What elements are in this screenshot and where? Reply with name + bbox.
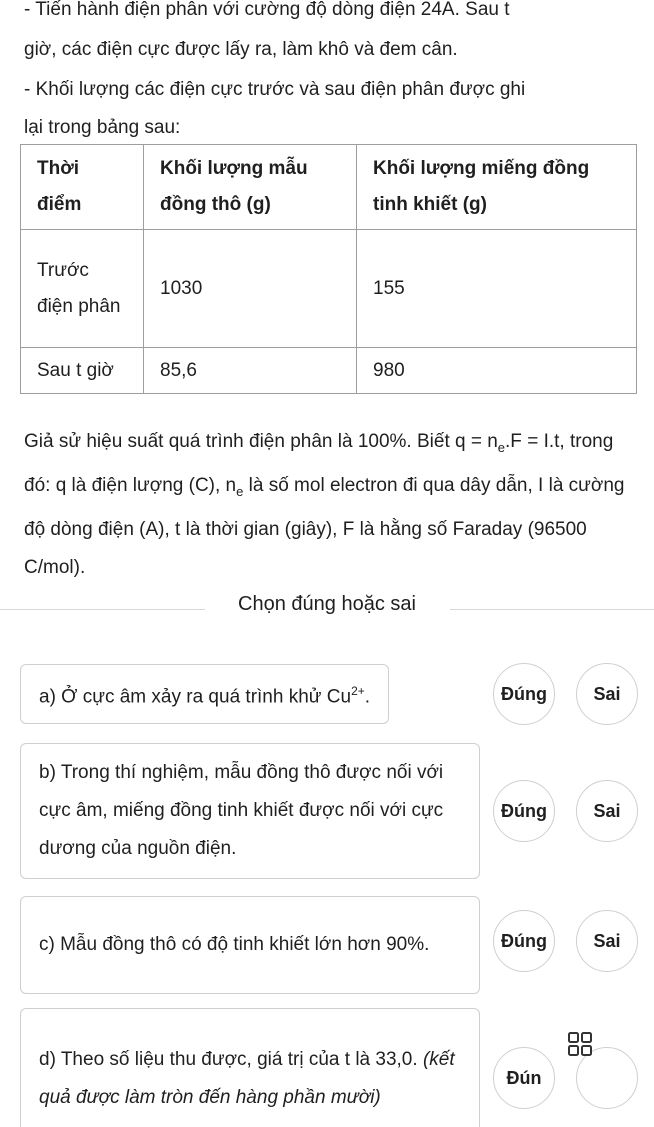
true-button-b[interactable]: Đúng: [493, 780, 555, 842]
statement-card-d: [20, 1008, 480, 1127]
table-cell: 155: [357, 230, 637, 348]
column-header: Thời điểm: [21, 145, 144, 230]
table-cell: Trước điện phân: [21, 230, 144, 348]
statement-card-b: [20, 743, 480, 879]
table-cell: 85,6: [144, 348, 357, 394]
superscript: 2+: [351, 683, 365, 698]
table-cell: Sau t giờ: [21, 348, 144, 394]
statement-text: [39, 672, 370, 716]
column-header: Khối lượng miếng đồng tinh khiết (g): [357, 145, 637, 230]
subscript: e: [236, 483, 244, 499]
statement-text: c) Mẫu đồng thô có độ tinh khiết lớn hơn 90%.: [39, 934, 430, 955]
intro-line: - Khối lượng các điện cực trước và sau điện phân được ghi: [24, 79, 526, 100]
true-button-a[interactable]: Đúng: [493, 663, 555, 725]
statement-note: (kết quả được làm tròn đến hàng phần mười): [39, 1048, 455, 1108]
assumption-part: là số mol electron đi qua dây dẫn, I là cường độ dòng điện (A), t là thời gian (giây), F là hằng số Faraday (96500 C/mol).: [24, 474, 625, 578]
statement-text: [39, 1041, 461, 1117]
statement-text: b) Trong thí nghiệm, mẫu đồng thô được nối với cực âm, miếng đồng tinh khiết được nối với cực dương của nguồn điện.: [39, 762, 444, 859]
intro-line: lại trong bảng sau:: [24, 117, 181, 138]
intro-line: giờ, các điện cực được lấy ra, làm khô và đem cân.: [24, 39, 458, 60]
divider-right: [450, 609, 654, 610]
assumption-part: .F = I.t, trong đó: q là điện lượng (C), n: [24, 431, 614, 496]
subscript: e: [497, 439, 506, 455]
intro-line: - Tiến hành điện phân với cường độ dòng điện 24A. Sau t: [24, 0, 510, 20]
statement-text-part: d) Theo số liệu thu được, giá trị của t là 33,0.: [39, 1048, 423, 1070]
false-button-a[interactable]: Sai: [576, 663, 638, 725]
mass-table: [20, 144, 637, 394]
table-cell: 980: [357, 348, 637, 394]
assumption-text: [24, 423, 636, 587]
statement-text-part: a) Ở cực âm xảy ra quá trình khử Cu: [39, 686, 352, 708]
statement-card-c: [20, 896, 480, 994]
table-header-row: [21, 145, 637, 230]
statement-text-part: .: [364, 686, 371, 708]
false-button-c[interactable]: Sai: [576, 910, 638, 972]
table-row: [21, 230, 637, 348]
table-row: [21, 348, 637, 394]
column-header: Khối lượng mẫu đồng thô (g): [144, 145, 357, 230]
false-button-b[interactable]: Sai: [576, 780, 638, 842]
grid-menu-icon[interactable]: [567, 1031, 593, 1057]
true-button-c[interactable]: Đúng: [493, 910, 555, 972]
true-button-d[interactable]: Đún: [493, 1047, 555, 1109]
table-cell: 1030: [144, 230, 357, 348]
statement-card-a: [20, 664, 389, 724]
section-title: Chọn đúng hoặc sai: [238, 593, 416, 615]
assumption-part: Giả sử hiệu suất quá trình điện phân là 100%. Biết q = n: [24, 431, 498, 452]
